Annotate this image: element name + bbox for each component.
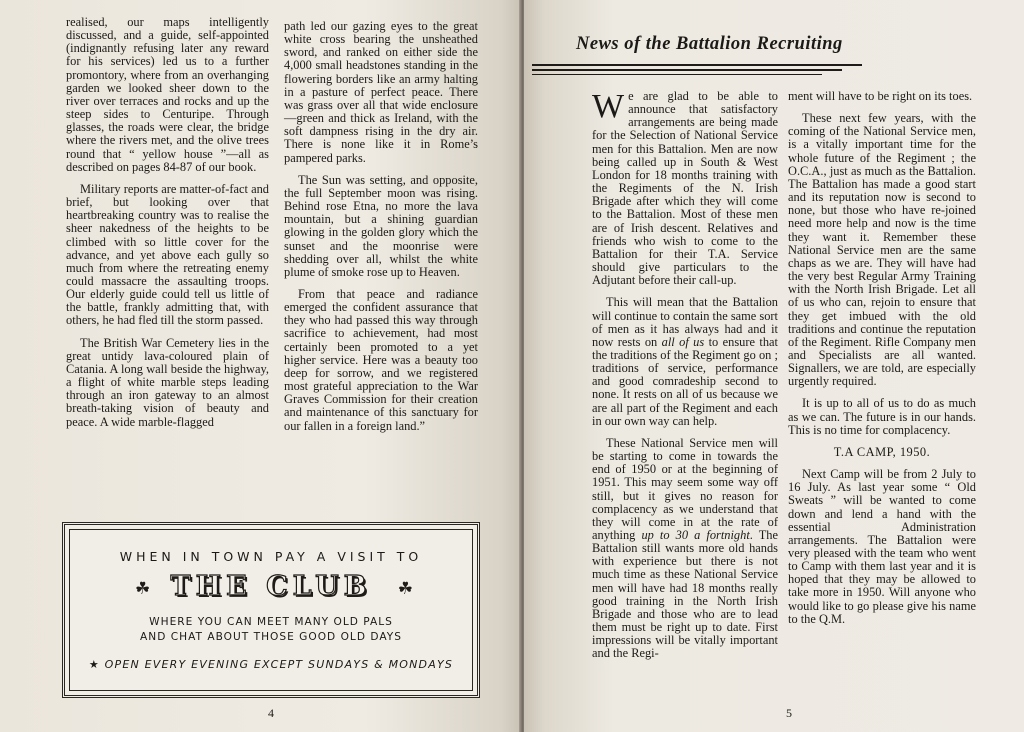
paragraph-text: e are glad to be able to announce that satisfactory arrangements are being made for the Selection of National Service men for this Battalion. Men are now being called up in South & West London for 18 months training with the Regiments of the N. Irish Brigade after which they will come to the Battalion. Most of these men are of Irish descent. Relatives and friends who wish to come to the Battalion for their T.A. Service should give particulars to the Adjutant before their call-up.	[592, 89, 778, 288]
right-column-1	[592, 90, 778, 670]
club-advert	[62, 522, 480, 698]
paragraph: path led our gazing eyes to the great white cross bearing the unsheathed sword, and ranked on either side the 4,000 small headstones standing in the flowering borders like an army halting in a pasture of perfect peace. There was grass over all that wide enclosure—green and thick as Ireland, with the soft dampness rising in the dry air. There is none like it in Rome’s pampered parks.	[284, 19, 478, 165]
paragraph: The British War Cemetery lies in the great untidy lava-coloured plain of Catania. A long wall beside the highway, a flight of white marble steps leading through an iron gateway to an almost breath-taking vision of beauty and peace. A wide marble-flagged	[66, 335, 269, 429]
drop-cap: W	[592, 88, 625, 125]
left-column-2	[284, 20, 478, 442]
page-number: 5	[786, 706, 792, 720]
paragraph	[592, 296, 778, 428]
advert-tagline	[65, 615, 477, 645]
title-rule	[532, 69, 842, 71]
paragraph: These next few years, with the coming of the National Service men, is a vitally important time for the whole future of the Regiment ; the O.C.A., just as much as the Battalion. The Battalion has made a good start and its reputation now is second to none, but those who have re-joined need more help and now is the time they want it. Remember these National Service men are the same chaps as we are. They will have had the very best Regular Army Training with the North Irish Brigade. Let all of us who can, rejoin to ensure that they get imbued with the old traditions and continue the reputation of the Regiment. Rifle Company men and Specialists are all wanted. Signallers, we are told, are especially urgently required.	[788, 111, 976, 389]
paragraph	[592, 437, 778, 661]
paragraph: Military reports are matter-of-fact and brief, but looking over that heartbreaking country was to realise the sheer nakedness of the heights to be climbed with so little cover for the advance, and yet above each gully so much from where the retreating enemy could massacre the assaulting troops. Our elderly guide could tell us little of the battle, frankly admitting that, with others, he had fled till the storm passed.	[66, 181, 269, 328]
paragraph-text: . The Battalion still wants more old hands with experience but there is not much time as these National Service men will have had 18 months really good training in the North Irish Brigade and those who are to lead them must be right up to date. First impressions will be vitally important and the Regi-	[592, 528, 778, 661]
paragraph: From that peace and radiance emerged the confident assurance that they who had passed this way through sacrifice to achievement, had most certainly been promoted to a yet higher service. Here was a beauty too deep for sorrow, and we registered most grateful appreciation to the War Graves Commission for their creation and maintenance of this sanctuary for our fallen in a foreign land.”	[284, 286, 478, 433]
title-rule	[532, 74, 822, 75]
shamrock-icon: ☘	[397, 579, 413, 599]
left-column-1	[66, 16, 269, 438]
emphasis: up to 30 a fortnight	[641, 528, 750, 542]
paragraph: Next Camp will be from 2 July to 16 July. As last year some “ Old Sweats ” will be wanted to come down and lend a hand with the essential Administration arrangements. The Battalion were very pleased with the team who went to Camp with them last year and it is hoped that they may be allowed to take more in 1950. Will anyone who would like to go please give his name to the Q.M.	[788, 467, 976, 626]
paragraph-text: These National Service men will be starting to come in towards the end of 1950 or at the beginning of 1951. This may seem some way off still, but it gives no reason for complacency as we understand that they will come in at the rate of anything	[592, 435, 778, 542]
advert-tagline-line1: WHERE YOU CAN MEET MANY OLD PALS	[149, 616, 393, 628]
right-column-2	[788, 90, 976, 635]
paragraph: The Sun was setting, and opposite, the full September moon was rising. Behind rose Etna, no more the lava mountain, but a shining guardian glowing in the golden glory which the sunset and the moonrise were shedding over all, whilst the white plume of smoke rose up to Heaven.	[284, 172, 478, 279]
shamrock-icon: ☘	[135, 579, 151, 599]
advert-opening-hours: ★ OPEN EVERY EVENING EXCEPT SUNDAYS & MONDAYS	[88, 658, 454, 671]
paragraph-text: to ensure that the traditions of the Regiment go on ; traditions of service, performance and good comradeship second to none. It rests on all of us because we are all part of the Regiment and each in our own way can help.	[592, 334, 778, 428]
section-heading: T.A CAMP, 1950.	[833, 444, 931, 459]
paragraph-text: This will mean that the Battalion will continue to contain the same sort of men as it has always had and it now rests on	[592, 295, 778, 349]
advert-tagline-line2: AND CHAT ABOUT THOSE GOOD OLD DAYS	[140, 631, 402, 643]
page-number: 4	[268, 706, 274, 720]
advert-heading: WHEN IN TOWN PAY A VISIT TO	[119, 549, 423, 564]
paragraph	[592, 90, 778, 287]
emphasis: all of us	[661, 334, 705, 349]
paragraph: It is up to all of us to do as much as we can. The future is in our hands. This is no time for complacency.	[788, 396, 976, 437]
paragraph: realised, our maps intelligently discussed, and a guide, self-appointed (indignantly refusing later any reward for his services) led us to a further promontory, where from an overhanging garden we looked sheer down to the river over terraces and rocks and up the steep sides to Centuripe. Through glasses, the roads were clear, the bridge where the rivers met, and the olive trees round that “ yellow house ”—all as described on pages 84-87 of our book.	[66, 15, 269, 174]
advert-club-name: THE CLUB	[170, 571, 372, 602]
title-rule	[532, 64, 862, 66]
page-title: News of the Battalion Recruiting	[576, 34, 843, 54]
paragraph: ment will have to be right on its toes.	[788, 89, 973, 103]
